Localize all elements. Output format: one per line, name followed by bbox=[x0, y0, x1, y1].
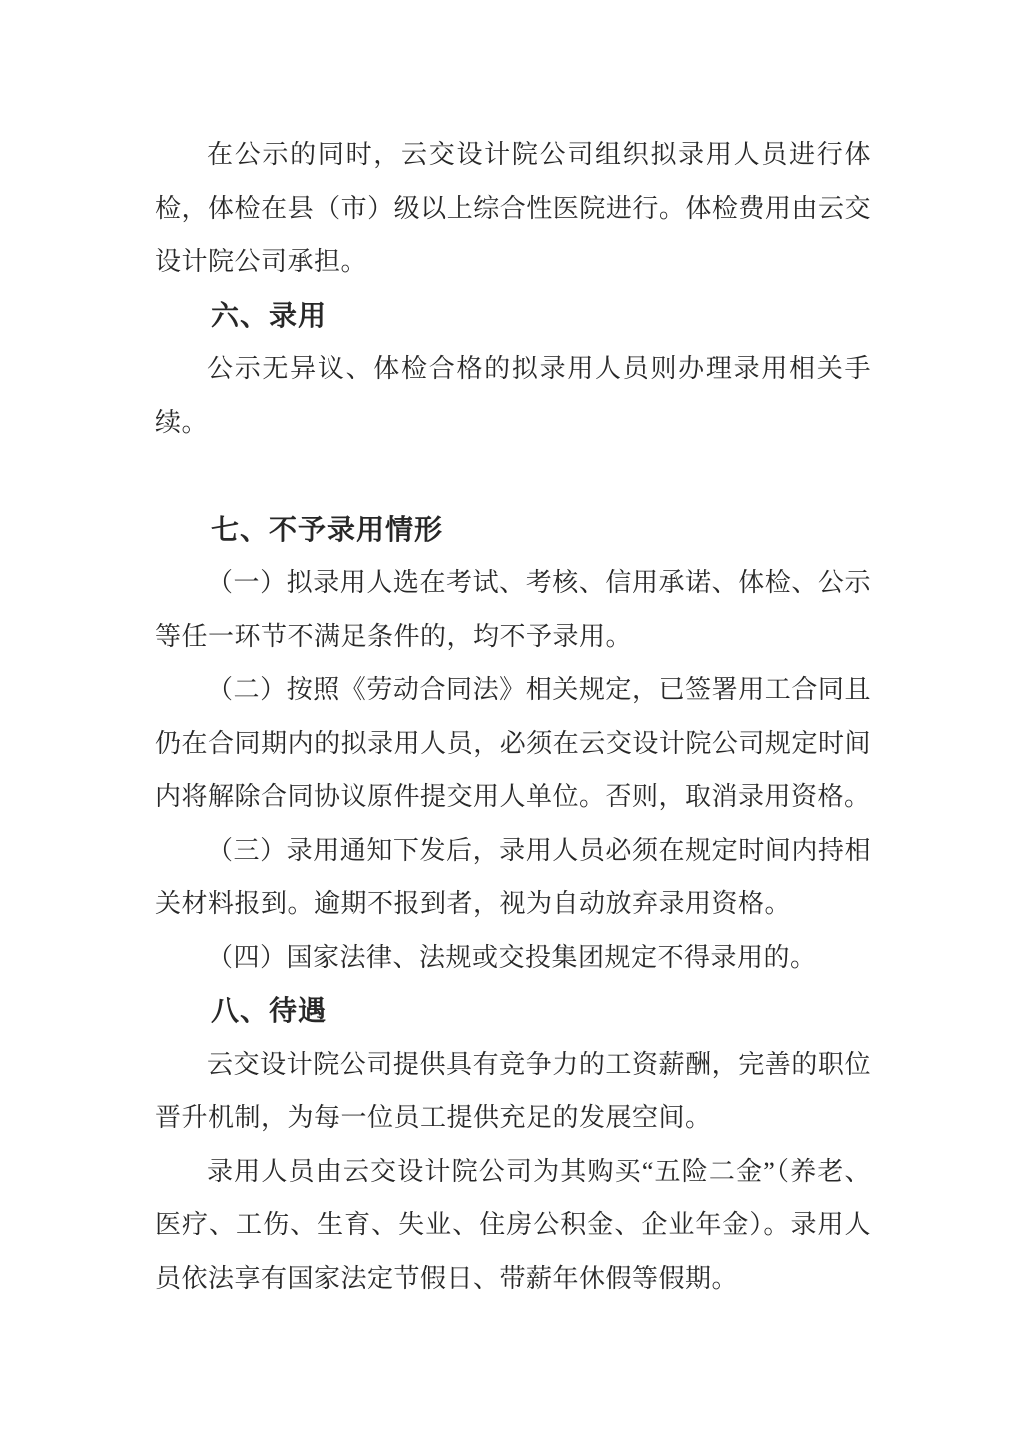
text-line: 员依法享有国家法定节假日、带薪年休假等假期。 bbox=[155, 1263, 739, 1293]
document-body bbox=[155, 128, 871, 1305]
para-medical-exam bbox=[155, 128, 871, 289]
text-line: 关材料报到。逾期不报到者，视为自动放弃录用资格。 bbox=[155, 889, 792, 918]
text-line: 等任一环节不满足条件的，均不予录用。 bbox=[155, 621, 633, 651]
para-insurance-benefits bbox=[155, 1145, 871, 1306]
para-item-1 bbox=[155, 556, 871, 663]
text-line: （一）拟录用人选在考试、考核、信用承诺、体检、公示 bbox=[207, 568, 871, 597]
heading-section-6-employment bbox=[155, 289, 871, 343]
text-line: 检，体检在县（市）级以上综合性医院进行。体检费用由云交 bbox=[155, 193, 871, 223]
text-line: 录用人员由云交设计院公司为其购买“五险二金”（养老、 bbox=[207, 1156, 871, 1186]
section-heading-text: 七、不予录用情形 bbox=[211, 513, 444, 545]
text-line: 内将解除合同协议原件提交用人单位。否则，取消录用资格。 bbox=[155, 782, 871, 811]
section-heading-text: 八、待遇 bbox=[211, 995, 328, 1026]
text-line: 续。 bbox=[155, 407, 209, 437]
text-line: （三）录用通知下发后，录用人员必须在规定时间内持相 bbox=[207, 835, 871, 865]
text-line: （四）国家法律、法规或交投集团规定不得录用的。 bbox=[207, 942, 817, 972]
heading-section-8-benefits bbox=[155, 984, 871, 1038]
text-line: 医疗、工伤、生育、失业、住房公积金、企业年金）。录用人 bbox=[155, 1210, 871, 1239]
text-line: 仍在合同期内的拟录用人员，必须在云交设计院公司规定时间 bbox=[155, 728, 871, 758]
section-heading-text: 六、录用 bbox=[211, 299, 328, 331]
para-item-3 bbox=[155, 824, 871, 931]
text-line: 设计院公司承担。 bbox=[155, 247, 368, 276]
para-employment-procedure bbox=[155, 342, 871, 449]
para-compensation bbox=[155, 1038, 871, 1145]
text-line: （二）按照《劳动合同法》相关规定，已签署用工合同且 bbox=[207, 675, 871, 704]
text-line: 云交设计院公司提供具有竞争力的工资薪酬，完善的职位 bbox=[207, 1049, 871, 1079]
text-line: 公示无异议、体检合格的拟录用人员则办理录用相关手 bbox=[207, 354, 871, 383]
para-item-4 bbox=[155, 931, 871, 985]
heading-section-7-disqualification bbox=[155, 503, 871, 557]
para-item-2 bbox=[155, 663, 871, 824]
text-line: 晋升机制，为每一位员工提供充足的发展空间。 bbox=[155, 1103, 712, 1132]
blank-line bbox=[155, 449, 871, 503]
text-line: 在公示的同时，云交设计院公司组织拟录用人员进行体 bbox=[207, 140, 871, 169]
